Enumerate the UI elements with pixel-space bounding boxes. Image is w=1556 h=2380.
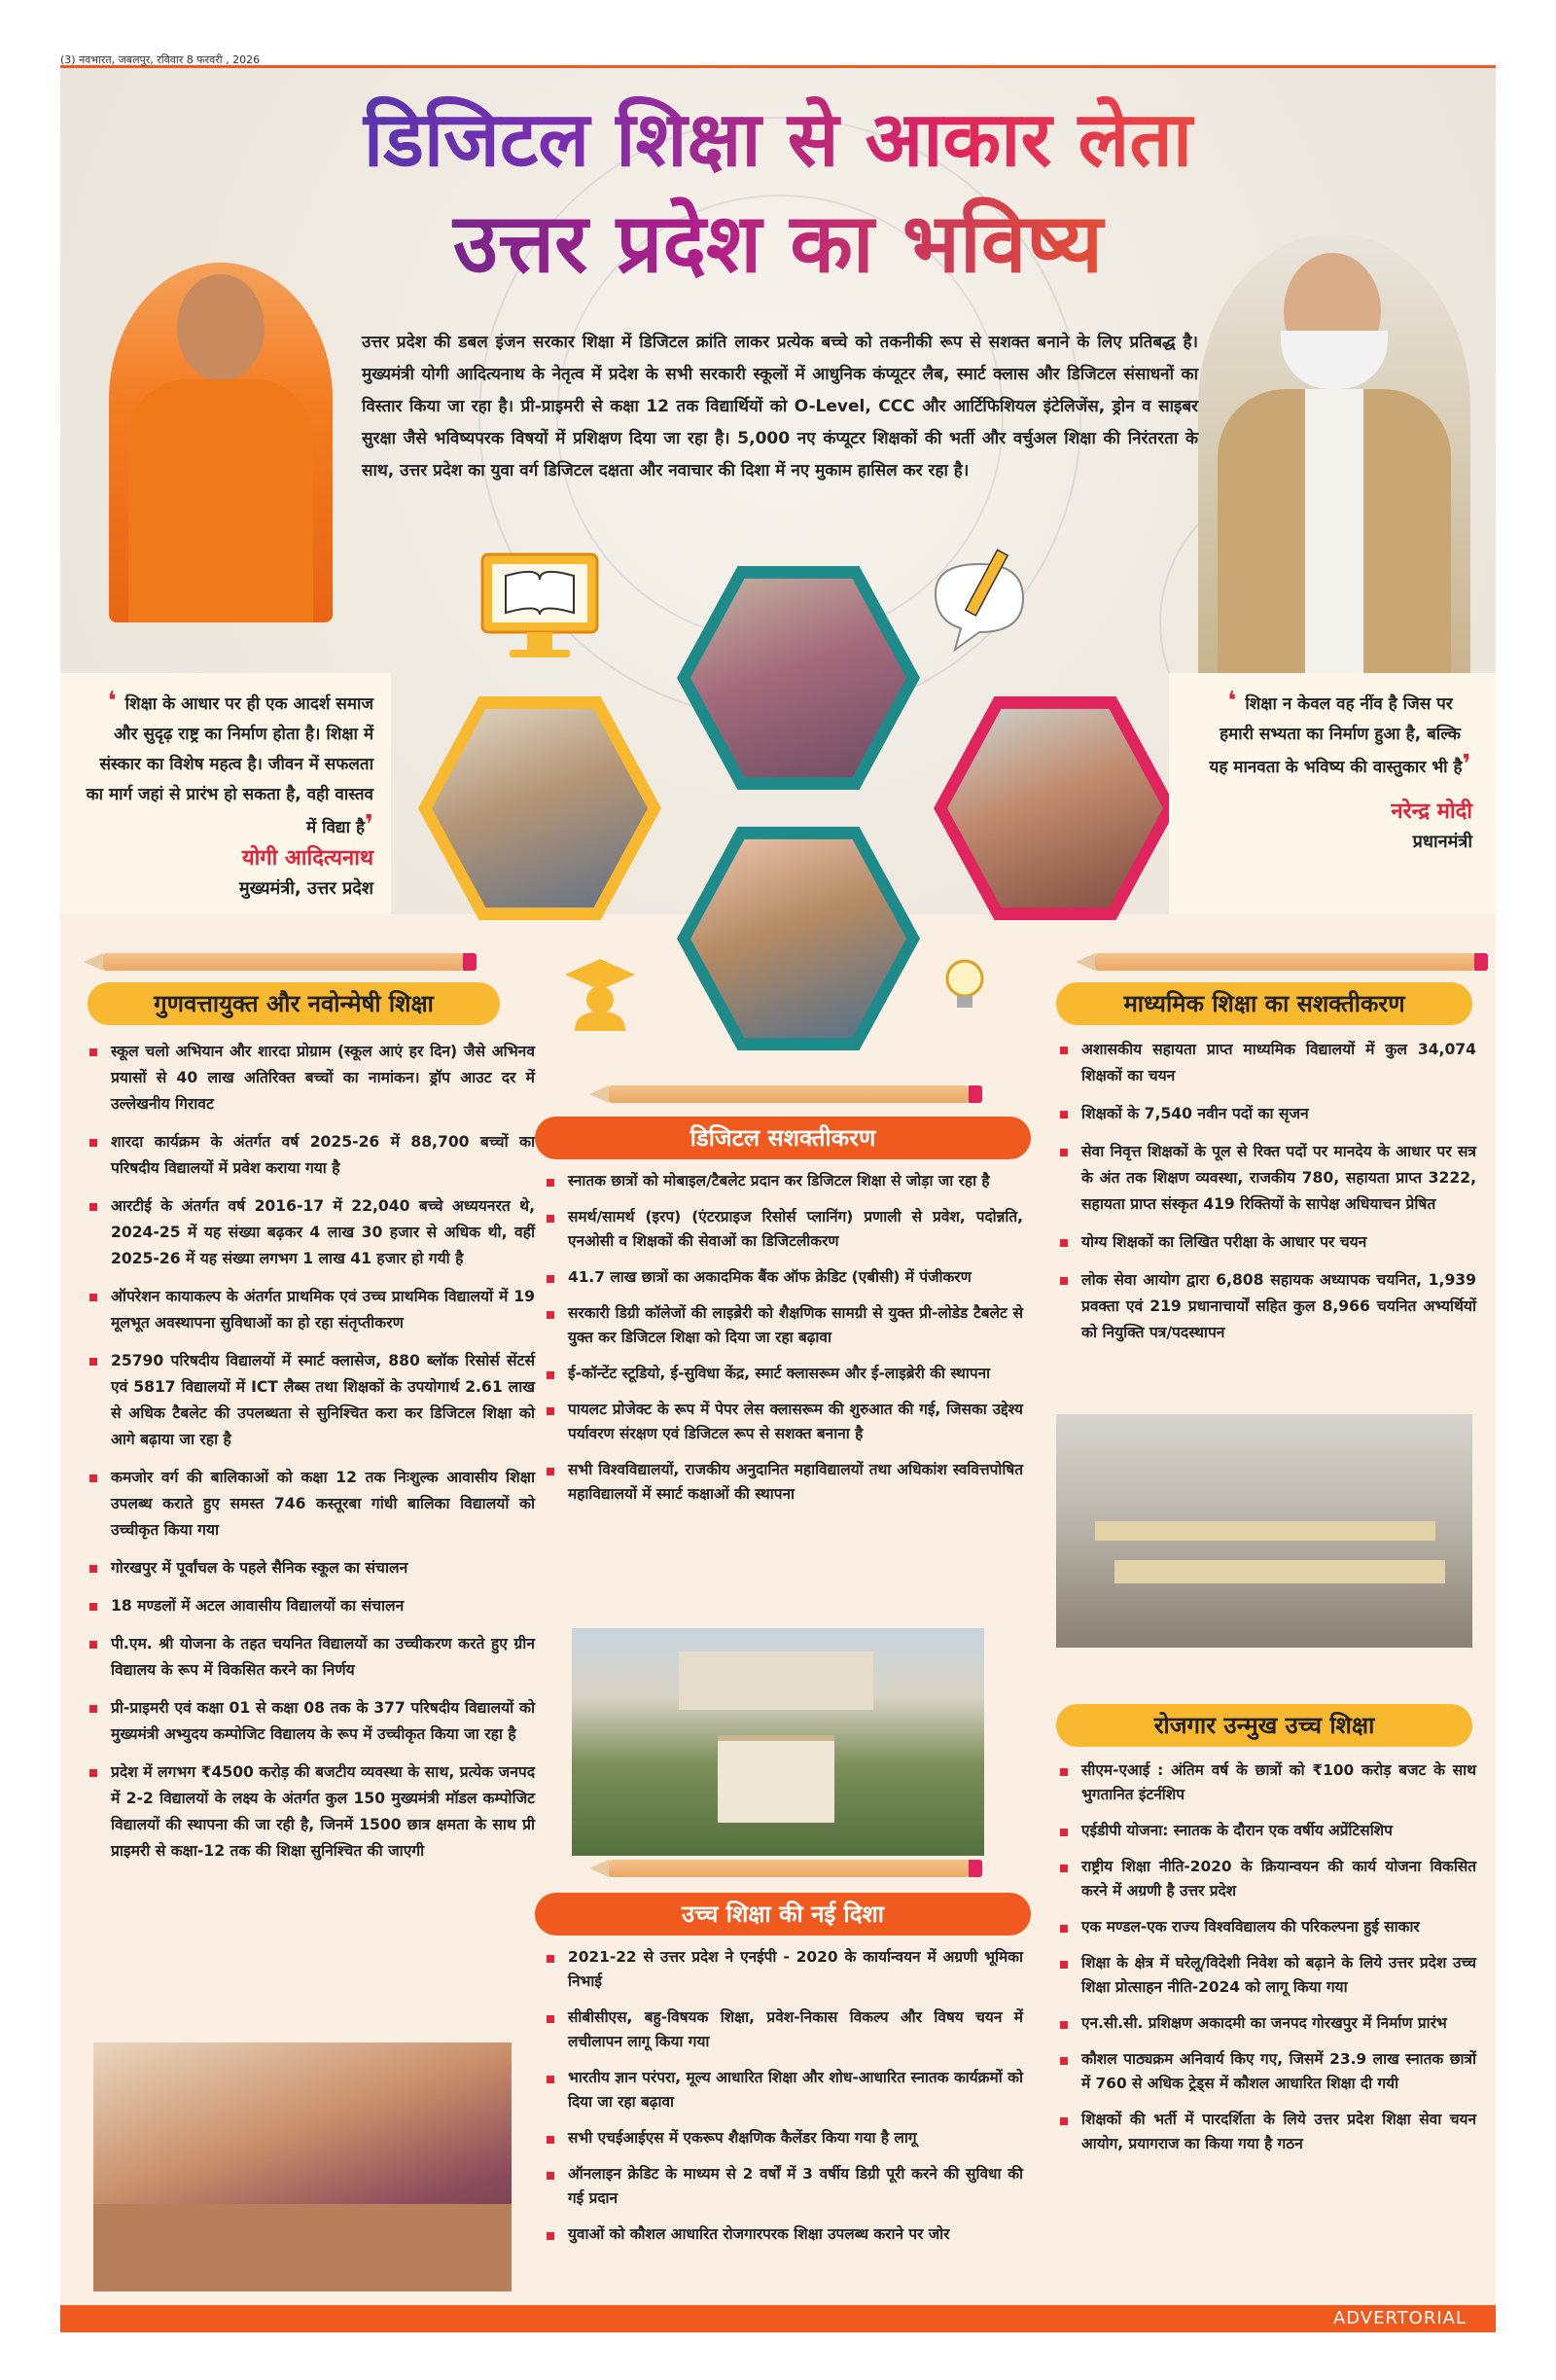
list-item: शिक्षा के क्षेत्र में घरेलू/विदेशी निवेश को बढ़ाने के लिये उत्तर प्रदेश उच्च शिक्षा प्रोत्साहन नीति-2024 को लागू किया गया	[1056, 1951, 1476, 2000]
list-item: सभी एचईआईएस में एकरूप शैक्षणिक कैलेंडर किया गया है लागू	[543, 2126, 1023, 2150]
prime-minister-portrait	[1198, 233, 1470, 691]
section-title-secondary-education: माध्यमिक शिक्षा का सशक्तीकरण	[1056, 982, 1472, 1025]
secondary-education-list	[1056, 1037, 1476, 1358]
employment-education-list	[1056, 1758, 1476, 2168]
list-item: अशासकीय सहायता प्राप्त माध्यमिक विद्यालयों में कुल 34,074 शिक्षकों का चयन	[1056, 1037, 1476, 1089]
higher-education-list	[543, 1945, 1023, 2258]
graduation-cap-icon	[561, 953, 639, 1031]
list-item: ऑनलाइन क्रेडिट के माध्यम से 2 वर्षों में 3 वर्षीय डिग्री पूरी करने की सुविधा की गई प्रदान	[543, 2162, 1023, 2211]
chief-minister-portrait	[109, 263, 333, 622]
quote-left-name: योगी आदित्यनाथ	[241, 846, 373, 870]
section-title-higher-education: उच्च शिक्षा की नई दिशा	[535, 1893, 1031, 1936]
headline-line-1: डिजिटल शिक्षा से आकार लेता	[60, 95, 1496, 185]
quote-left-role: मुख्यमंत्री, उत्तर प्रदेश	[238, 878, 373, 899]
list-item: सरकारी डिग्री कॉलेजों की लाइब्रेरी को शैक्षणिक सामग्री से युक्त प्री-लोडेड टैबलेट से युक्त कर डिजिटल शिक्षा को दिया जा रहा बढ़ावा	[543, 1301, 1023, 1350]
list-item: समर्थ/सामर्थ (इरप) (एंटरप्राइज रिसोर्स प्लानिंग) प्रणाली से प्रवेश, पदोन्नति, एनओसी व शिक्षकों की सेवाओं का डिजिटलीकरण	[543, 1205, 1023, 1254]
book-monitor-icon	[477, 551, 603, 667]
list-item: कौशल पाठ्यक्रम अनिवार्य किए गए, जिसमें 23.9 लाख स्नातक छात्रों में 760 से अधिक ट्रेड्स में कौशल आधारित शिक्षा दी गयी	[1056, 2047, 1476, 2096]
list-item: स्कूल चलो अभियान और शारदा प्रोग्राम (स्कूल आएं हर दिन) जैसे अभिनव प्रयासों से 40 लाख अतिरिक्त बच्चों का नामांकन। ड्रॉप आउट दर में उल्लेखनीय गिरावट	[86, 1039, 535, 1118]
section-title-quality-education: गुणवत्तायुक्त और नवोन्मेषी शिक्षा	[88, 982, 500, 1025]
list-item: शारदा कार्यक्रम के अंतर्गत वर्ष 2025-26 में 88,700 बच्चों का परिषदीय विद्यालयों में प्रवेश कराया गया है	[86, 1129, 535, 1182]
list-item: पायलट प्रोजेक्ट के रूप में पेपर लेस क्लासरूम की शुरुआत की गई, जिसका उद्देश्य पर्यावरण संरक्षण एवं डिजिटल रूप से सशक्त बनाना है	[543, 1398, 1023, 1446]
quote-open-icon: ❛	[107, 687, 125, 716]
footer-bar	[60, 2305, 1496, 2332]
quote-prime-minister	[1169, 673, 1496, 914]
list-item: एईडीपी योजना: स्नातक के दौरान एक वर्षीय अप्रेंटिसशिप	[1056, 1819, 1476, 1843]
pencil-divider-left	[103, 953, 463, 971]
list-item: सभी विश्वविद्यालयों, राजकीय अनुदानित महाविद्यालयों तथा अधिकांश स्ववित्तपोषित महाविद्यालयों में स्मार्ट कक्षाओं की स्थापना	[543, 1458, 1023, 1507]
headline-line-2: उत्तर प्रदेश का भविष्य	[60, 195, 1496, 292]
list-item: 25790 परिषदीय विद्यालयों में स्मार्ट क्लासेज, 880 ब्लॉक रिसोर्स सेंटर्स एवं 5817 विद्यालयों में ICT लैब्स तथा शिक्षकों के उपयोगार्थ 2.61 लाख से अधिक टैबलेट की उपलब्धता से सुनिश्चित करा कर डिजिटल शिक्षा को आगे बढ़ाया जा रहा है	[86, 1348, 535, 1453]
pencil-divider-center	[609, 1085, 969, 1103]
list-item: 41.7 लाख छात्रों का अकादमिक बैंक ऑफ क्रेडिट (एबीसी) में पंजीकरण	[543, 1265, 1023, 1290]
advertorial-label: ADVERTORIAL	[1332, 2308, 1467, 2328]
pencil-divider-higher	[609, 1860, 969, 1877]
pencil-divider-right	[1095, 953, 1474, 971]
list-item: सेवा निवृत्त शिक्षकों के पूल से रिक्त पदों पर मानदेय के आधार पर सत्र के अंत तक शिक्षण व्यवस्था, राजकीय 780, सहायता प्राप्त 3222, सहायता प्राप्त संस्कृत 419 रिक्तियों के सापेक्ष अधियाचन प्रेषित	[1056, 1139, 1476, 1218]
list-item: 2021-22 से उत्तर प्रदेश ने एनईपी - 2020 के कार्यान्वयन में अग्रणी भूमिका निभाई	[543, 1945, 1023, 1994]
quote-chief-minister	[60, 673, 391, 914]
section-title-digital-empowerment: डिजिटल सशक्तीकरण	[535, 1117, 1031, 1159]
list-item: युवाओं को कौशल आधारित रोजगारपरक शिक्षा उपलब्ध कराने पर जोर	[543, 2222, 1023, 2247]
masthead-text: (3) नवभारत, जबलपुर, रविवार 8 फरवरी , 2026	[60, 53, 261, 66]
list-item: प्री-प्राइमरी एवं कक्षा 01 से कक्षा 08 तक के 377 परिषदीय विद्यालयों को मुख्यमंत्री अभ्युदय कम्पोजिट विद्यालय के रूप में उच्चीकृत किया जा रहा है	[86, 1695, 535, 1748]
computer-lab-photo	[1056, 1414, 1472, 1648]
list-item: कमजोर वर्ग की बालिकाओं को कक्षा 12 तक निःशुल्क आवासीय शिक्षा उपलब्ध कराते हुए समस्त 746 कस्तूरबा गांधी बालिका विद्यालयों को उच्चीकृत किया गया	[86, 1465, 535, 1544]
masthead-strip	[60, 49, 1496, 68]
list-item: गोरखपुर में पूर्वांचल के पहले सैनिक स्कूल का संचालन	[86, 1555, 535, 1581]
list-item: लोक सेवा आयोग द्वारा 6,808 सहायक अध्यापक चयनित, 1,939 प्रवक्ता एवं 219 प्रधानाचार्यों सहित कुल 8,966 चयनित अभ्यर्थियों को नियुक्ति पत्र/पदस्थापन	[1056, 1267, 1476, 1346]
list-item: भारतीय ज्ञान परंपरा, मूल्य आधारित शिक्षा और शोध-आधारित स्नातक कार्यक्रमों को दिया जा रहा बढ़ावा	[543, 2066, 1023, 2114]
quote-right-name: नरेन्द्र मोदी	[1391, 799, 1472, 824]
pencil-speech-icon	[926, 545, 1033, 661]
quote-right-role: प्रधानमंत्री	[1412, 832, 1472, 852]
list-item: स्नातक छात्रों को मोबाइल/टैबलेट प्रदान कर डिजिटल शिक्षा से जोड़ा जा रहा है	[543, 1169, 1023, 1193]
classroom-science-photo	[93, 2043, 512, 2291]
list-item: ई-कॉन्टेंट स्टूडियो, ई-सुविधा केंद्र, स्मार्ट क्लासरूम और ई-लाइब्रेरी की स्थापना	[543, 1362, 1023, 1386]
list-item: 18 मण्डलों में अटल आवासीय विद्यालयों का संचालन	[86, 1593, 535, 1619]
quote-close-icon: ❜	[364, 810, 373, 839]
list-item: शिक्षकों के 7,540 नवीन पदों का सृजन	[1056, 1101, 1476, 1127]
list-item: राष्ट्रीय शिक्षा नीति-2020 के क्रियान्वयन की कार्य योजना विकसित करने में अग्रणी है उत्तर प्रदेश	[1056, 1855, 1476, 1903]
bulb-icon	[936, 953, 994, 1021]
list-item: पी.एम. श्री योजना के तहत चयनित विद्यालयों का उच्चीकरण करते हुए ग्रीन विद्यालय के रूप में विकसित करने का निर्णय	[86, 1631, 535, 1684]
list-item: ऑपरेशन कायाकल्प के अंतर्गत प्राथमिक एवं उच्च प्राथमिक विद्यालयों में 19 मूलभूत अवस्थापना सुविधाओं का हो रहा संतृप्तीकरण	[86, 1284, 535, 1336]
list-item: आरटीई के अंतर्गत वर्ष 2016-17 में 22,040 बच्चे अध्ययनरत थे, 2024-25 में यह संख्या बढ़कर 4 लाख 30 हजार से अधिक थी, वहीं 2025-26 में यह संख्या लगभग 1 लाख 41 हजार हो गयी है	[86, 1193, 535, 1272]
list-item: सीबीसीएस, बहु-विषयक शिक्षा, प्रवेश-निकास विकल्प और विषय चयन में लचीलापन लागू किया गया	[543, 2006, 1023, 2054]
advertorial-panel	[60, 68, 1496, 2305]
section-title-employment-education: रोजगार उन्मुख उच्च शिक्षा	[1056, 1704, 1472, 1747]
list-item: एक मण्डल-एक राज्य विश्वविद्यालय की परिकल्पना हुई साकार	[1056, 1915, 1476, 1939]
list-item: योग्य शिक्षकों का लिखित परीक्षा के आधार पर चयन	[1056, 1229, 1476, 1256]
list-item: एन.सी.सी. प्रशिक्षण अकादमी का जनपद गोरखपुर में निर्माण प्रारंभ	[1056, 2011, 1476, 2036]
quote-left-text: शिक्षा के आधार पर ही एक आदर्श समाज और सुदृढ़ राष्ट्र का निर्माण होता है। शिक्षा में संस्कार का विशेष महत्व है। जीवन में सफलता का मार्ग जहां से प्रारंभ हो सकता है, वही वास्तव में विद्या है	[86, 694, 373, 837]
quote-right-text: शिक्षा न केवल वह नींव है जिस पर हमारी सभ्यता का निर्माण हुआ है, बल्कि यह मानवता के भविष्य की वास्तुकार भी है	[1209, 694, 1463, 777]
digital-empowerment-list	[543, 1169, 1023, 1518]
list-item: सीएम-एआई : अंतिम वर्ष के छात्रों को ₹100 करोड़ बजट के साथ भुगतानित इंटर्नशिप	[1056, 1758, 1476, 1807]
intro-paragraph: उत्तर प्रदेश की डबल इंजन सरकार शिक्षा में डिजिटल क्रांति लाकर प्रत्येक बच्चे को तकनीकी रूप से सशक्त बनाने के लिए प्रतिबद्ध है। मुख्यमंत्री योगी आदित्यनाथ के नेतृत्व में प्रदेश के सभी सरकारी स्कूलों में आधुनिक कंप्यूटर लैब, स्मार्ट क्लास और डिजिटल संसाधनों का विस्तार किया जा रहा है। प्री-प्राइमरी से कक्षा 12 तक विद्यार्थियों को O-Level, CCC और आर्टिफिशियल इंटेलिजेंस, ड्रोन व साइबर सुरक्षा जैसे भविष्यपरक विषयों में प्रशिक्षण दिया जा रहा है। 5,000 नए कंप्यूटर शिक्षकों की भर्ती और वर्चुअल शिक्षा की निरंतरता के साथ, उत्तर प्रदेश का युवा वर्ग डिजिटल दक्षता और नवाचार की दिशा में नए मुकाम हासिल कर रहा है।	[362, 333, 1198, 480]
list-item: प्रदेश में लगभग ₹4500 करोड़ की बजटीय व्यवस्था के साथ, प्रत्येक जनपद में 2-2 विद्यालयों के लक्ष्य के अंतर्गत कुल 150 मुख्यमंत्री मॉडल कम्पोजिट विद्यालयों की स्थापना की जा रही है, जिनमें 1500 छात्र क्षमता के साथ प्री प्राइमरी से कक्षा-12 तक की शिक्षा सुनिश्चित की जाएगी	[86, 1759, 535, 1865]
quality-education-list	[86, 1039, 535, 1876]
quote-close-icon: ❜	[1462, 750, 1471, 779]
quote-open-icon: ❛	[1227, 687, 1246, 716]
list-item: शिक्षकों की भर्ती में पारदर्शिता के लिये उत्तर प्रदेश शिक्षा सेवा चयन आयोग, प्रयागराज का किया गया है गठन	[1056, 2108, 1476, 2156]
university-campus-photo	[572, 1628, 984, 1856]
